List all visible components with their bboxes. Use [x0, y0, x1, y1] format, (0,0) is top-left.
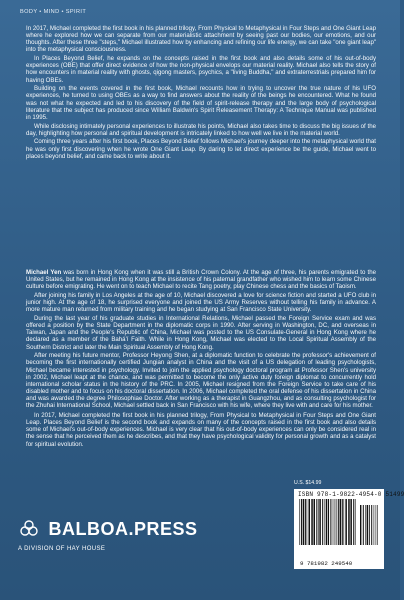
barcode-bar — [355, 499, 356, 545]
isbn-number: ISBN 978-1-9822-4954-0 — [298, 491, 382, 498]
author-bio — [26, 269, 376, 411]
barcode-bar — [328, 499, 329, 545]
author-paragraph-2: After joining his family in Los Angeles at the age of 10, Michael discovered a love for science fiction and started a UFO club in junior high. At the age of 18, he surprised everyone and joined the US Army Reserves without telling his family in advance. A more mature man returned from military training and he began studying at San Francisco State University. — [26, 291, 376, 314]
barcode-bar — [342, 499, 343, 545]
barcode-addon-bar — [371, 505, 372, 545]
barcode-addon-bar — [369, 505, 370, 545]
author-paragraph-4: After meeting his future mentor, Professor Heyong Shen, at a diplomatic function to celebrate the professor's achievement of becoming the first internationally certified Jungian analyst in China and the visit of a US delegation of leading psychologists, Michael became interested in psychology. Invited to join the applied psychology doctoral program at Professor Shen's university in 2002, Michael leapt at the chance, and was permitted to become the only active duty foreign diplomat to concurrently hold international scholar status in the history of the PRC. In 2005, Michael resigned from the Foreign Service to take care of his disabled mother and to focus on his doctoral dissertation. In 2006, Michael completed the oral defense of his dissertation in China and was awarded the degree Philosophiae Doctor. After working as a therapist in Guangzhou, and as consulting psychologist for the Zhuhai International School, Michael settled back in San Francisco with his wife, where they live with and care for his mother. — [26, 352, 376, 410]
isbn-addon: 51499 — [385, 491, 404, 498]
barcode-bar — [316, 499, 317, 545]
barcode-bar — [344, 499, 345, 545]
description-paragraph-3: Building on the events covered in the first book, Michael recounts how in trying to uncover the true nature of his UFO experiences, he turned to using OBEs as a way to find answers about the reality of the beings he encountered. What he found was not what he expected and led to his discovery of the field of spirit-release therapy and the large body of psychological literature that the subject has produced since William Baldwin's Spirit Releasement Therapy: A Technique Manual was published in 1995. — [26, 85, 376, 121]
isbn-text — [298, 491, 404, 498]
book-description — [26, 25, 376, 161]
barcode-bar — [303, 499, 305, 545]
barcode-addon-bar — [374, 505, 375, 545]
publisher-division: A DIVISION OF HAY HOUSE — [18, 546, 106, 552]
barcode-bar — [336, 499, 337, 545]
description-paragraph-5: Coming three years after his first book, Places Beyond Belief follows Michael's journey deeper into the metaphysical world that he was only first discovering when he wrote One Giant Leap. By daring to let direct experience be the guide, Michael went to places beyond belief, and came back to write about it. — [26, 138, 376, 160]
barcode-bar — [350, 499, 352, 545]
barcode-bar — [325, 499, 326, 545]
barcode-bar — [330, 499, 331, 545]
barcode-bar — [326, 499, 328, 545]
barcode-bar — [319, 499, 321, 545]
barcode-addon-bar — [376, 505, 377, 545]
barcode-addon-bar — [365, 505, 366, 545]
barcode-digits: 9 781982 249540 — [300, 560, 353, 567]
description-paragraph-2: In Places Beyond Belief, he expands on the concepts raised in the first book and also details some of his out-of-body experiences (OBE) that offer direct evidence of how the non-physical envelops our material reality. Michael also tells the story of how encounters in material reality with ghosts, qigong masters, psychics, a "living Buddha," and extraterrestrials prepared him for having OBEs. — [26, 55, 376, 84]
barcode-bar — [338, 499, 339, 545]
barcode-bar — [353, 499, 354, 545]
barcode-bar — [309, 499, 311, 545]
balboa-flower-icon — [18, 518, 40, 540]
genre-label: BODY • MIND • SPIRIT — [20, 9, 87, 15]
barcode-bar — [335, 499, 336, 545]
barcode-bar — [314, 499, 316, 545]
barcode-bar — [318, 499, 319, 545]
barcode-addon-bar — [377, 505, 378, 545]
author-paragraph-3: During the last year of his graduate studies in International Relations, Michael passed the Foreign Service exam and was offered a position by the State Department in the diplomatic corps in 1990. After serving in Washington, DC, and overseas in Taiwan, Japan and the People's Republic of China, Michael was posted to the US Consulate-General in Hong Kong where he declared as a member of the Bahá'í Faith. While in Hong Kong, Michael was elected to the Local Spiritual Assembly of the Southern District and later the Main Spiritual Assembly of Hong Kong. — [26, 314, 376, 351]
barcode-area — [294, 489, 404, 569]
barcode-bar — [348, 499, 350, 545]
barcode-bar — [322, 499, 323, 545]
price-label: U.S. $14.99 — [294, 480, 322, 486]
summary-paragraph: In 2017, Michael completed the first book in his planned trilogy, From Physical to Metaphysical in Four Steps and One Giant Leap. Places Beyond Belief is the second book and expands on many of the concepts raised in the first book and also details some of Michael's out-of-body experiences. Michael is very clear that his out-of-body experiences can only be considered real in the sense that he perceived them as he describes, and that they have psychological validity for personal growth and as a catalyst for spiritual evolution. — [26, 412, 376, 448]
barcode-bar — [311, 499, 313, 545]
barcode-addon-bar — [363, 505, 364, 545]
barcode-bar — [299, 499, 300, 545]
barcode-bar — [301, 499, 302, 545]
barcode-bar — [340, 499, 342, 545]
barcode-bar — [305, 499, 306, 545]
author-paragraph-1 — [26, 269, 376, 290]
barcode-bar — [307, 499, 308, 545]
barcode-addon-bar — [367, 505, 368, 545]
barcode-bar — [345, 499, 347, 545]
barcode-icon — [297, 499, 381, 553]
book-summary — [26, 412, 376, 449]
author-name: Michael Yen — [26, 269, 62, 276]
description-paragraph-4: While disclosing intimately personal experiences to illustrate his points, Michael also takes time to discuss the big issues of the day, highlighting how personal and spiritual development is intricately linked to how well we live in the material world. — [26, 122, 376, 137]
publisher-name: BALBOA.PRESS — [48, 518, 198, 539]
barcode-bar — [333, 499, 334, 545]
description-paragraph-1: In 2017, Michael completed the first book in his planned trilogy, From Physical to Metaphysical in Four Steps and One Giant Leap where he explored how we can separate from our materialistic attachment by seeing past our bodies, our emotions, and our thoughts. After these three "steps," Michael illustrated how by enhancing and refining our life energy, we can take "one giant leap" into the metaphysical consciousness. — [26, 25, 376, 54]
barcode-addon-bar — [360, 505, 361, 545]
author-paragraph-1-text: was born in Hong Kong when it was still a British Crown Colony. At the age of three, his parents emigrated to the United States, but he remained in Hong Kong at the insistence of his paternal grandfather who wished him to learn some Chinese culture before emigrating. He went on to teach Michael to recite Tang poetry, play Chinese chess and the basics of Taoism. — [26, 269, 376, 291]
publisher-logo — [18, 518, 197, 540]
